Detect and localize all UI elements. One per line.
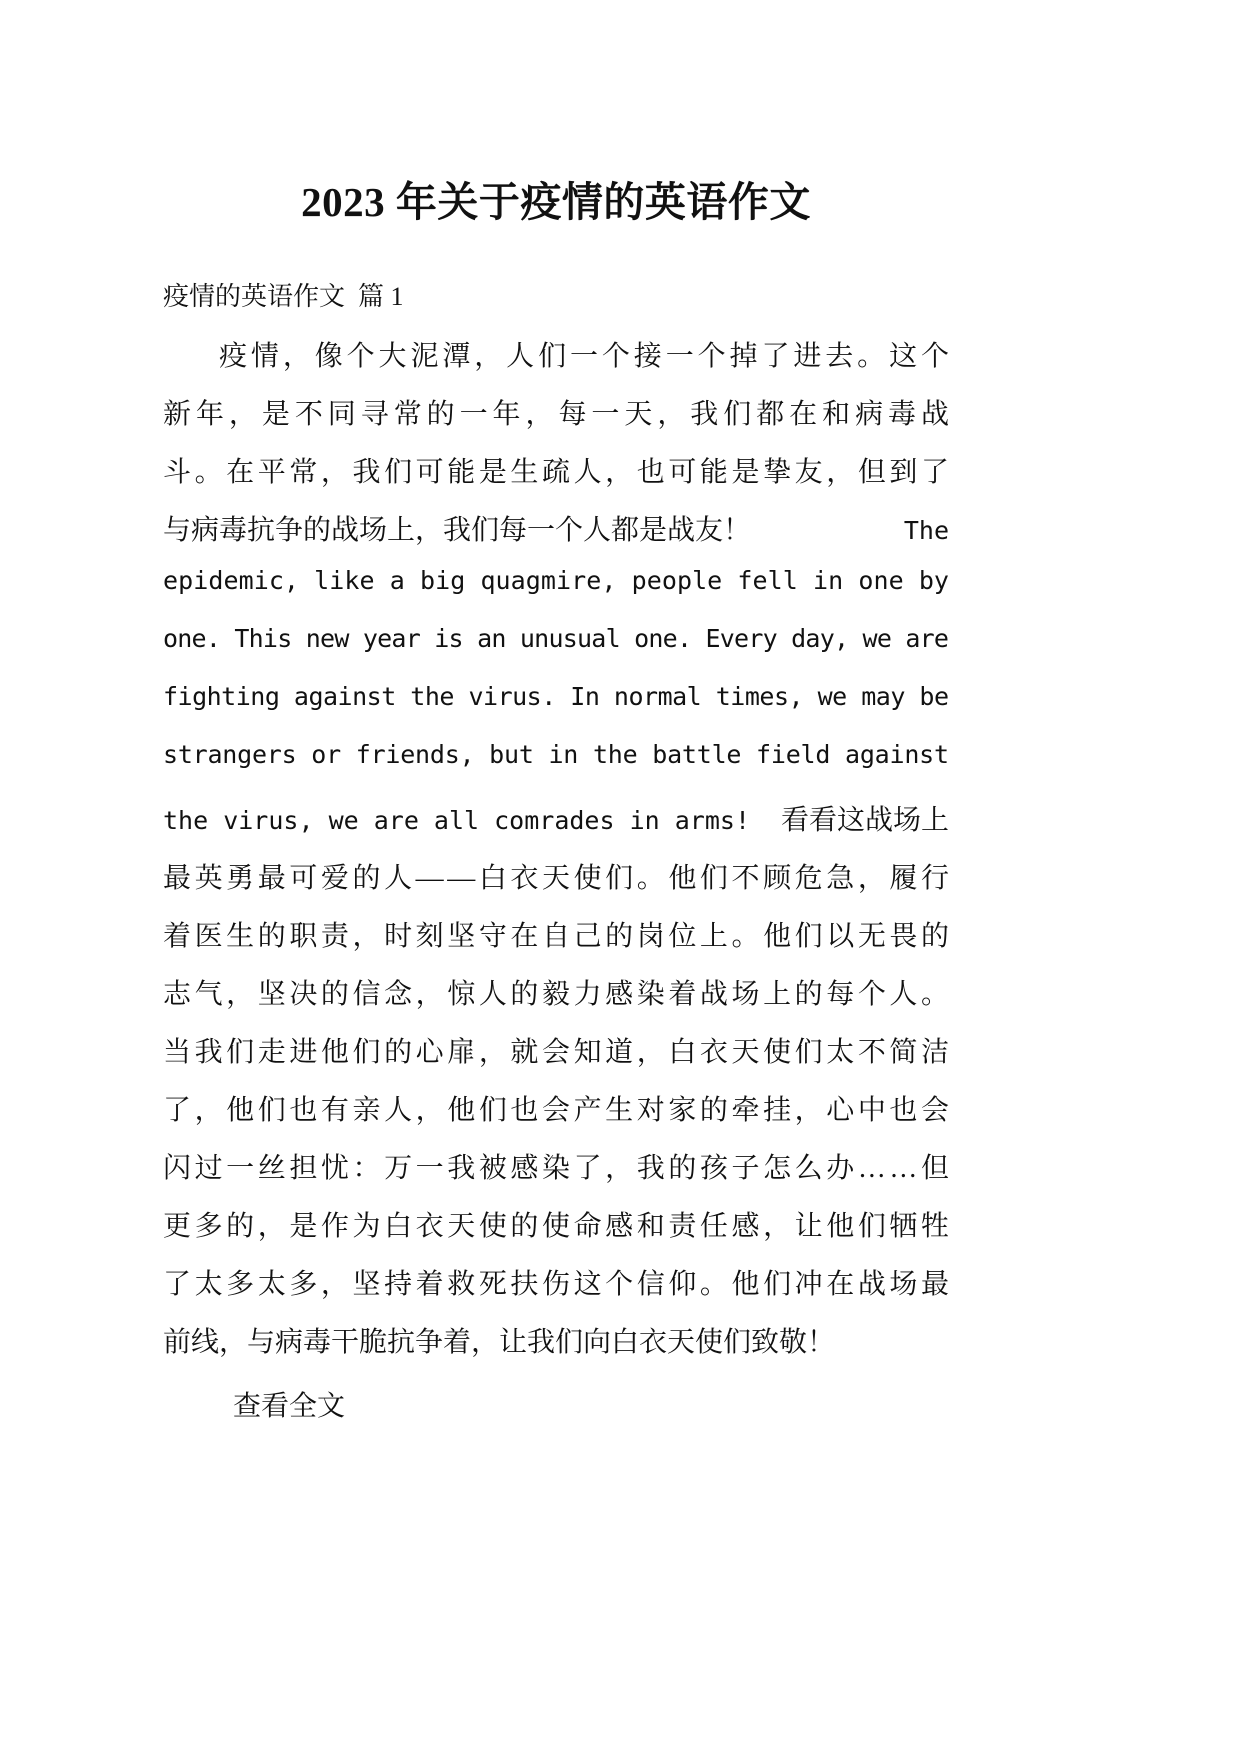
text-run-chinese: 更多的，是作为白衣天使的使命感和责任感，让他们牺牲 — [163, 1211, 953, 1242]
text-run-chinese: 当我们走进他们的心扉，就会知道，白衣天使们太不简洁 — [163, 1037, 953, 1068]
text-line — [163, 1204, 953, 1262]
text-line — [163, 682, 949, 740]
text-run-chinese: 最英勇最可爱的人——白衣天使们。他们不顾危急，履行 — [163, 863, 953, 894]
text-line — [163, 1320, 949, 1378]
document-content — [163, 0, 954, 1436]
text-run-english: the virus, we are all comrades in arms! — [163, 806, 750, 835]
text-run-chinese: 疫情，像个大泥潭，人们一个接一个掉了进去。这个 — [219, 341, 953, 372]
text-line — [163, 1030, 953, 1088]
text-line — [163, 1088, 953, 1146]
text-line — [163, 392, 954, 450]
text-line — [163, 798, 949, 856]
text-run-chinese: 着医生的职责，时刻坚守在自己的岗位上。他们以无畏的 — [163, 921, 953, 952]
text-line — [163, 450, 953, 508]
text-line — [163, 972, 953, 1030]
text-run-chinese: 看看这战场上 — [780, 805, 949, 836]
text-run-english: strangers or friends, but in the battle field against — [163, 740, 949, 769]
text-run-english: fighting against the virus. In normal times, we may be — [163, 682, 949, 711]
text-run-chinese: 新年，是不同寻常的一年，每一天，我们都在和病毒战 — [163, 399, 954, 430]
text-run-chinese: 闪过一丝担忧：万一我被感染了，我的孩子怎么办……但 — [163, 1153, 953, 1184]
text-line — [163, 856, 953, 914]
view-full-text-link[interactable]: 查看全文 — [233, 1391, 346, 1422]
text-run-chinese: 与病毒抗争的战场上，我们每一个人都是战友！ — [163, 515, 752, 546]
text-run-chinese: 斗。在平常，我们可能是生疏人，也可能是挚友，但到了 — [163, 457, 953, 488]
text-run-english: one. This new year is an unusual one. Every day, we are — [163, 624, 949, 653]
text-line — [163, 914, 953, 972]
text-run-english: The — [903, 516, 949, 545]
text-run-chinese: 志气，坚决的信念，惊人的毅力感染着战场上的每个人。 — [163, 979, 953, 1010]
text-line — [163, 624, 949, 682]
essay-body — [163, 312, 954, 1378]
essay-section-heading: 疫情的英语作文 篇 1 — [163, 282, 404, 311]
text-run-english: epidemic, like a big quagmire, people fell in one by — [163, 566, 950, 595]
text-line — [163, 566, 949, 624]
text-run-chinese: 了，他们也有亲人，他们也会产生对家的牵挂，心中也会 — [163, 1095, 953, 1126]
page-title: 2023 年关于疫情的英语作文 — [301, 179, 811, 225]
text-line — [163, 508, 949, 566]
text-line — [163, 740, 949, 798]
text-line — [163, 1146, 953, 1204]
text-line — [163, 334, 953, 392]
text-line — [163, 1262, 953, 1320]
text-run-chinese: 了太多太多，坚持着救死扶伤这个信仰。他们冲在战场最 — [163, 1269, 953, 1300]
text-run-chinese: 前线，与病毒干脆抗争着，让我们向白衣天使们致敬！ — [163, 1327, 836, 1358]
